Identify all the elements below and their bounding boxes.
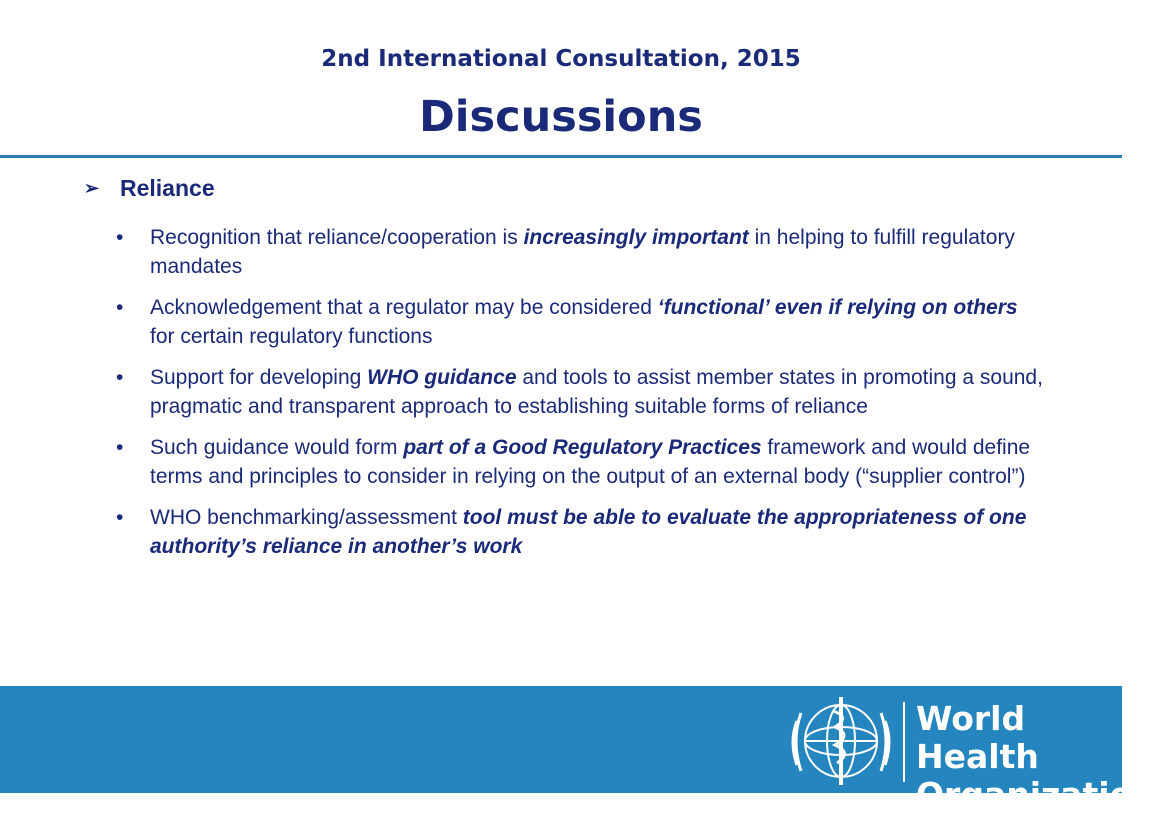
title-divider — [0, 155, 1122, 158]
bullet-text: WHO benchmarking/assessment — [150, 506, 463, 529]
bullet-dot-icon: • — [116, 506, 124, 529]
section-heading — [84, 175, 215, 202]
bullet-item — [116, 363, 1046, 421]
who-wordmark — [916, 700, 1156, 814]
bullet-text: Support for developing — [150, 366, 368, 389]
bullet-text: in helping to fulfill regulatory mandates — [150, 226, 1015, 278]
bullet-emphasis: tool must be able to evaluate the appropriateness of one authority’s reliance in another’s work — [150, 506, 1027, 558]
bullet-item — [116, 293, 1046, 351]
bullet-text: for certain regulatory functions — [150, 325, 433, 348]
bullet-text: and tools to assist member states in promoting a sound, pragmatic and transparent approach to establishing suitable forms of reliance — [150, 366, 1043, 418]
slide-subtitle: 2nd International Consultation, 2015 — [321, 46, 801, 72]
bullet-dot-icon: • — [116, 436, 124, 459]
bullet-emphasis: ‘functional’ even if relying on others — [657, 296, 1018, 319]
bullet-text: Recognition that reliance/cooperation is — [150, 226, 524, 249]
bullet-text: framework and would define terms and principles to consider in relying on the output of an external body (“supplier control”) — [150, 436, 1031, 488]
bullet-emphasis: increasingly important — [523, 226, 749, 249]
bullet-emphasis: WHO guidance — [367, 366, 517, 389]
bullet-text: Such guidance would form — [150, 436, 404, 459]
who-wordmark-line2: Organization — [916, 775, 1156, 814]
bullet-text: Acknowledgement that a regulator may be considered — [150, 296, 658, 319]
slide-title: Discussions — [419, 92, 703, 142]
section-heading-label: Reliance — [120, 175, 215, 201]
bullet-item — [116, 503, 1046, 561]
bullet-dot-icon: • — [116, 366, 124, 389]
bullet-item — [116, 433, 1046, 491]
bullet-dot-icon: • — [116, 296, 124, 319]
bullet-item — [116, 223, 1046, 281]
arrow-right-icon: ➢ — [84, 178, 100, 198]
bullet-dot-icon: • — [116, 226, 124, 249]
bullet-list — [116, 223, 1046, 573]
who-wordmark-line1: World Health — [916, 699, 1039, 776]
bullet-emphasis: part of a Good Regulatory Practices — [403, 436, 762, 459]
